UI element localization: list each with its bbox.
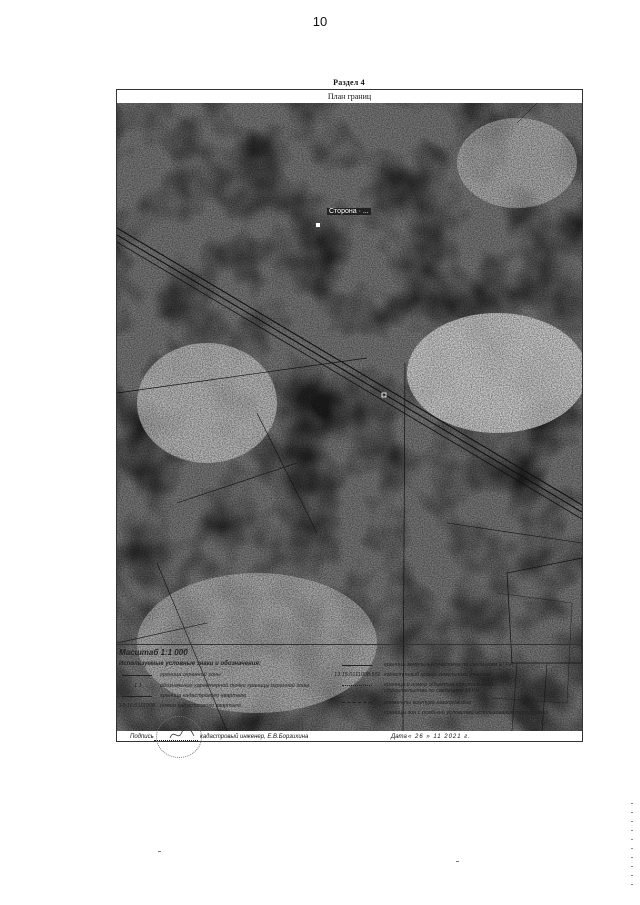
plan-title: План границ bbox=[117, 90, 582, 104]
legend-label: граница и номер объектов капитального строительства по сведениям ЕГРН bbox=[384, 682, 493, 694]
section-title: Раздел 4 bbox=[333, 78, 365, 87]
scale-label: Масштаб 1:1 000 bbox=[119, 648, 188, 657]
date-label: Дата bbox=[391, 734, 407, 740]
quarter-number-symbol: 13:15:0111008 bbox=[119, 703, 155, 709]
building-boundary-symbol bbox=[342, 685, 372, 686]
scan-speck bbox=[158, 851, 161, 852]
scan-speck bbox=[456, 861, 459, 862]
legend-label: обозначение характерной точки границы охранной зоны bbox=[160, 683, 310, 689]
parcel-boundary-symbol bbox=[342, 665, 372, 666]
signature-line bbox=[154, 740, 198, 741]
map-marker bbox=[316, 223, 320, 227]
aerial-map bbox=[117, 103, 582, 731]
signature-row bbox=[116, 726, 583, 742]
scan-edge-marks bbox=[628, 795, 636, 905]
map-grain bbox=[117, 103, 582, 731]
legend-label: элементы контура газопроводов bbox=[384, 700, 472, 706]
signature-label: Подпись bbox=[130, 734, 154, 740]
legend-heading: Используемые условные знаки и обозначения: bbox=[119, 661, 261, 667]
gas-pipeline-symbol bbox=[342, 702, 372, 703]
legend-label: граница охранной зоны bbox=[160, 672, 221, 678]
page-number: 10 bbox=[312, 14, 328, 29]
date-value: « 26 » 11 2021 г. bbox=[408, 734, 471, 740]
legend-label: границы зон с особыми условиями использования территорий bbox=[384, 710, 549, 716]
protection-zone-line-symbol bbox=[122, 675, 152, 676]
quarter-boundary-symbol bbox=[122, 696, 152, 697]
point-symbol: 1 1 bbox=[134, 683, 142, 689]
signature-name: кадастровый инженер, Е.В.Борзихина bbox=[200, 734, 309, 740]
legend-label: граница земельных участков по сведениям ЕГРН bbox=[384, 662, 514, 668]
map-marker-label: Сторона · ... bbox=[329, 208, 369, 215]
legend-label: граница кадастрового квартала bbox=[160, 693, 247, 699]
legend-label: кадастровый номер земельного участка bbox=[384, 672, 492, 678]
legend-label: номер кадастрового квартала bbox=[160, 703, 241, 709]
cadastral-number-symbol: 13:15:0111008:562 bbox=[334, 672, 381, 678]
